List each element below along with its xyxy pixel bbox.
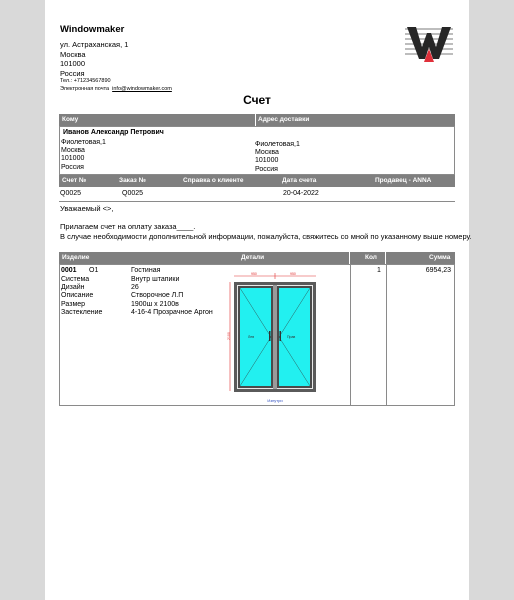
invoice-page — [45, 0, 472, 600]
items-header-item: Изделие — [62, 254, 90, 261]
window-drawing — [225, 271, 325, 405]
field-label: Дизайн — [61, 284, 85, 292]
delivery-header: Адрес доставки — [258, 116, 310, 123]
meta-header-client-ref: Справка о клиенте — [183, 177, 244, 184]
dim-right-label: 950 — [290, 272, 296, 276]
items-header-qty: Кол — [365, 254, 377, 261]
message-line: В случае необходимости дополнительной информации, пожалуйста, свяжитесь со мной по указанному выше номеру. — [60, 231, 472, 241]
meta-header-bar — [59, 175, 455, 187]
customer-address — [61, 139, 106, 172]
items-header-sum: Сумма — [429, 254, 451, 261]
customer-address-line: Москва — [61, 147, 85, 155]
column-divider — [350, 265, 351, 405]
customer-box — [59, 126, 455, 175]
company-address — [60, 40, 128, 78]
company-address-line: 101000 — [60, 59, 86, 69]
message-line: Прилагаем счет на оплату заказа____. — [60, 222, 196, 231]
item-code: 0001 — [61, 267, 77, 274]
document-title: Счет — [243, 93, 271, 107]
delivery-address-line: Москва — [255, 149, 279, 157]
field-value: 4-16-4 Прозрачное Аргон — [131, 308, 213, 316]
view-caption: Изнутри — [267, 398, 283, 403]
customer-address-line: Фиолетовая,1 — [61, 139, 106, 146]
right-sash-label: Прав — [287, 335, 296, 339]
field-value: 1900ш x 2100в — [131, 300, 179, 308]
meta-invoice-date: 20-04-2022 — [283, 190, 319, 197]
company-address-line: Москва — [60, 49, 86, 59]
item-sum: 6954,23 — [425, 267, 451, 274]
greeting: Уважаемый <>, — [60, 204, 114, 213]
item-position: O1 — [89, 267, 99, 274]
left-sash-label: Лев — [248, 335, 255, 339]
item-room: Гостиная — [131, 267, 161, 274]
items-header-bar — [59, 252, 455, 264]
meta-header-seller: Продавец - ANNA — [375, 177, 432, 184]
meta-values-row — [59, 187, 455, 202]
company-logo — [405, 25, 453, 63]
customer-address-line: 101000 — [61, 155, 85, 163]
field-value: Створочное Л.П — [131, 292, 184, 300]
company-contact — [60, 78, 172, 93]
header-divider — [255, 114, 256, 126]
customer-address-line: Россия — [61, 163, 84, 171]
delivery-address-line: Россия — [255, 165, 278, 173]
meta-invoice-no: Q0025 — [60, 190, 82, 197]
header-divider — [385, 252, 386, 264]
item-qty: 1 — [377, 267, 381, 274]
dim-left-label: 950 — [251, 272, 257, 276]
company-address-line: Россия — [60, 68, 85, 78]
company-phone: Тел.: +71234567890 — [60, 78, 111, 84]
field-label: Застекление — [61, 308, 103, 316]
email-link[interactable]: info@windowmaker.com — [112, 85, 172, 92]
item-field-labels — [61, 276, 102, 317]
dim-height-label: 2100 — [227, 332, 231, 340]
to-header: Кому — [62, 116, 79, 123]
items-header-details: Детали — [241, 254, 265, 261]
column-divider — [386, 265, 387, 405]
meta-header-invoice-date: Дата счета — [282, 177, 317, 184]
delivery-address — [255, 141, 300, 174]
field-label: Размер — [61, 300, 86, 308]
delivery-address-line: Фиолетовая,1 — [255, 141, 300, 148]
email-label: Электронная почта — [60, 85, 110, 92]
header-divider — [349, 252, 350, 264]
company-address-line: ул. Астраханская, 1 — [60, 40, 129, 49]
company-email-row — [60, 86, 172, 94]
items-table-body — [59, 264, 455, 406]
field-label: Описание — [61, 292, 94, 300]
meta-header-invoice-no: Счет № — [62, 177, 87, 184]
meta-order-no: Q0025 — [122, 190, 144, 197]
field-label: Система — [61, 276, 90, 283]
customer-name: Иванов Александр Петрович — [63, 129, 164, 136]
message — [60, 222, 472, 241]
field-value: Внутр штапики — [131, 276, 180, 283]
delivery-address-line: 101000 — [255, 157, 279, 165]
meta-header-order-no: Заказ № — [119, 177, 146, 184]
item-field-values — [131, 276, 213, 317]
customer-header-bar — [59, 114, 455, 126]
company-name: Windowmaker — [60, 24, 125, 35]
field-value: 26 — [131, 284, 139, 292]
